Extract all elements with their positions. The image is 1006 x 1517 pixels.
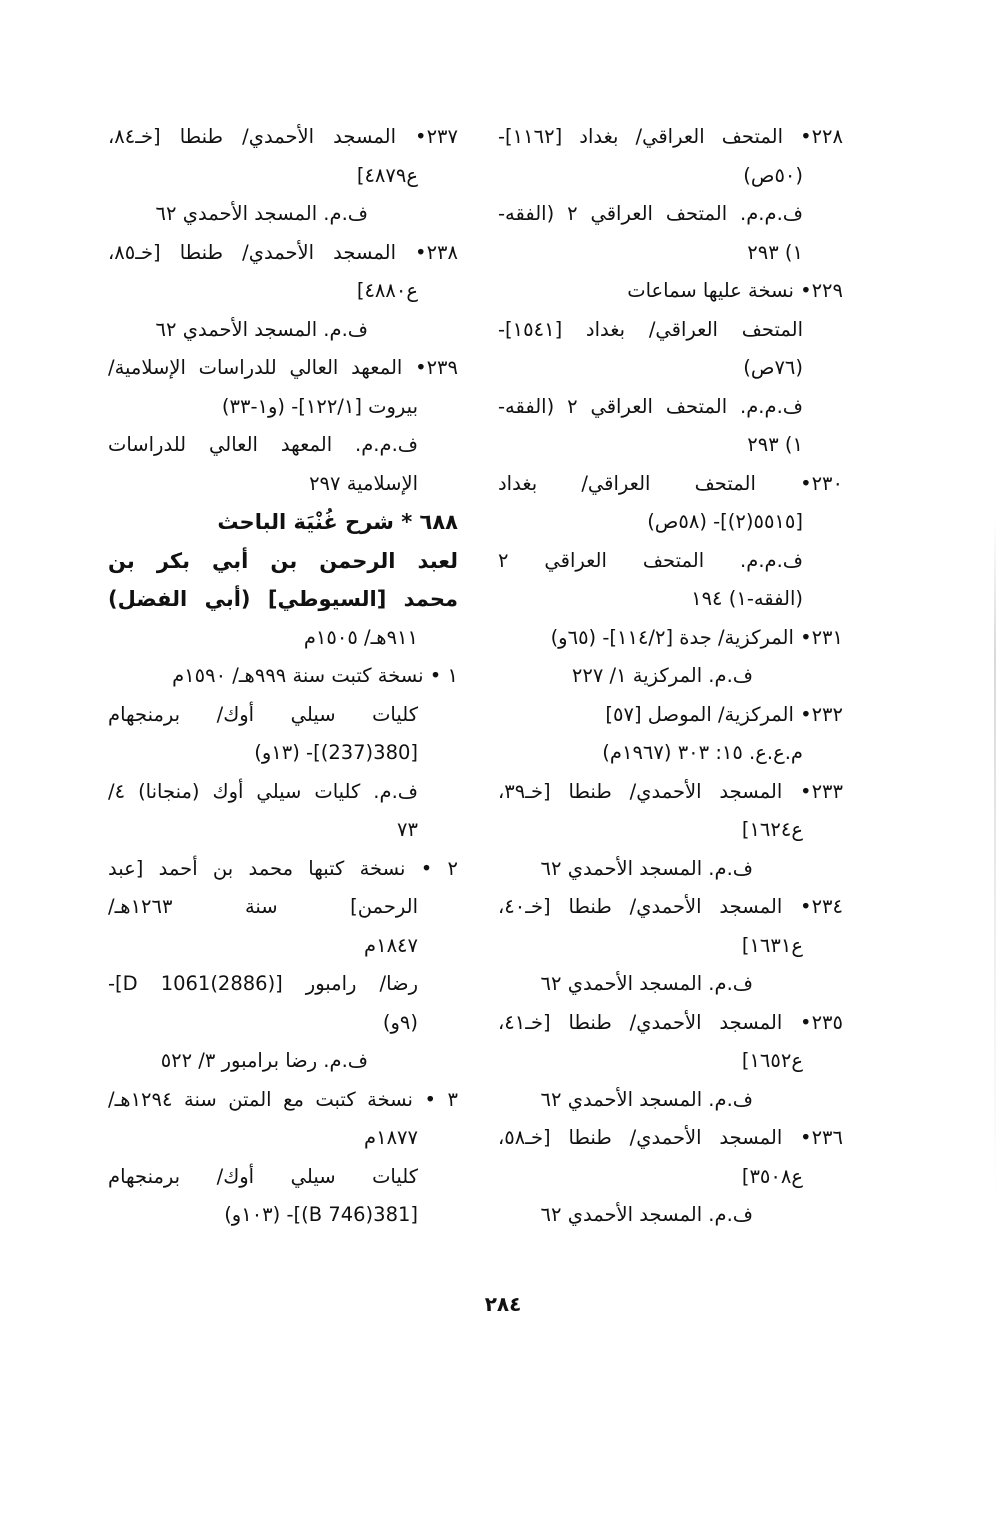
text-line: ف.م. المسجد الأحمدي ٦٢ <box>540 972 753 995</box>
text-line: كليات سيلي أوك/ برمنجهام <box>108 1164 418 1188</box>
text-line: ٢ • نسخة كتبها محمد بن أحمد [عبد <box>108 856 458 880</box>
text-line: ع٣٥٠٨] <box>741 1164 803 1188</box>
text-line: ١٨٤٧م <box>364 933 418 957</box>
text-line: ٢٣٣• المسجد الأحمدي/ طنطا [خـ٣٩، <box>498 779 843 803</box>
text-line: ٢٣١• المركزية/ جدة [١١٤/٢]- (٦٥و) <box>550 625 843 649</box>
text-line: ٢٣٥• المسجد الأحمدي/ طنطا [خـ٤١، <box>498 1010 843 1034</box>
text-line: ف.م. المسجد الأحمدي ٦٢ <box>540 1203 753 1226</box>
text-line: ١) ٢٩٣ <box>747 433 803 456</box>
text-line: ف.م.م. المتحف العراقي ٢ (الفقه- <box>498 394 803 418</box>
text-line: (٥٠ص) <box>743 163 803 187</box>
text-line: الإسلامية ٢٩٧ <box>309 471 418 495</box>
text-line: ١ • نسخة كتبت سنة ٩٩٩هـ/ ١٥٩٠م <box>172 664 458 687</box>
text-line: ف.م. المسجد الأحمدي ٦٢ <box>540 1087 753 1111</box>
text-line: بيروت [١٢٢/١]- (و١-٣٣) <box>221 394 418 418</box>
text-line: (٧٦ص) <box>743 356 803 379</box>
text-line: ٢٢٨• المتحف العراقي/ بغداد [١١٦٢]- <box>498 125 843 148</box>
text-line: [381(746 B)]- (١٠٣و) <box>224 1203 418 1226</box>
text-line: ١٨٧٧م <box>364 1126 418 1149</box>
text-line: (٩و) <box>382 1010 418 1034</box>
text-line: ٢٣٤• المسجد الأحمدي/ طنطا [خـ٤٠، <box>498 895 843 918</box>
text-line: لعبد الرحمن بن أبي بكر بن <box>108 548 458 573</box>
text-line: ف.م. رضا برامبور ٣/ ٥٢٢ <box>160 1049 368 1072</box>
text-line: ٢٣٧• المسجد الأحمدي/ طنطا [خـ٨٤، <box>108 125 458 148</box>
scan-edge-shadow <box>994 520 996 1200</box>
text-line: ع٤٨٧٩] <box>356 163 418 187</box>
text-line: ف.م. المسجد الأحمدي ٦٢ <box>155 317 368 341</box>
text-line: [380(237)]- (١٣و) <box>254 741 418 764</box>
text-line: ف.م. المسجد الأحمدي ٦٢ <box>540 856 753 880</box>
text-line: ٢٣٦• المسجد الأحمدي/ طنطا [خـ٥٨، <box>498 1126 843 1149</box>
text-line: ف.م.م. المعهد العالي للدراسات <box>108 433 418 456</box>
text-line: (الفقه-١) ١٩٤ <box>691 587 803 610</box>
text-line: ف.م. المركزية ١/ ٢٢٧ <box>571 664 753 687</box>
text-line: ٢٣٠• المتحف العراقي/ بغداد <box>498 471 843 495</box>
text-line: ع١٦٣١] <box>741 933 803 957</box>
text-line: ف.م.م. المتحف العراقي ٢ (الفقه- <box>498 202 803 225</box>
text-line: ١) ٢٩٣ <box>747 240 803 264</box>
text-line: م.ع.ع. ١٥: ٣٠٣ (١٩٦٧م) <box>602 741 803 764</box>
text-line: ف.م. كليات سيلي أوك (منجانا) ٤/ <box>108 779 418 803</box>
text-line: ٩١١هـ/ ١٥٠٥م <box>303 625 418 649</box>
left-column <box>108 118 458 1235</box>
text-line: رضا/ رامبور [D 1061(2886)]- <box>108 972 418 995</box>
text-line: كليات سيلي أوك/ برمنجهام <box>108 702 418 726</box>
text-line: ف.م.م. المتحف العراقي ٢ <box>498 548 803 572</box>
text-line: محمد [السيوطي] (أبي الفضل) <box>108 587 458 611</box>
text-line: ع١٦٥٢] <box>741 1049 803 1072</box>
text-line: [٥٥١٥(٢)]- (٥٨ص) <box>647 510 803 533</box>
text-line: ٢٢٩• نسخة عليها سماعات <box>627 279 843 302</box>
text-line: ٢٣٩• المعهد العالي للدراسات الإسلامية/ <box>108 356 458 379</box>
text-line: ٦٨٨ * شرح غُنْيَة الباحث <box>217 510 458 534</box>
text-line: المتحف العراقي/ بغداد [١٥٤١]- <box>498 317 803 341</box>
text-line: ٣ • نسخة كتبت مع المتن سنة ١٢٩٤هـ/ <box>108 1087 458 1111</box>
right-column <box>498 118 843 1235</box>
text-line: ع١٦٢٤] <box>741 818 803 841</box>
text-line: ٧٣ <box>397 818 418 841</box>
text-line: ع٤٨٨٠] <box>356 279 418 302</box>
text-line: ف.م. المسجد الأحمدي ٦٢ <box>155 202 368 225</box>
text-line: ٢٣٨• المسجد الأحمدي/ طنطا [خـ٨٥، <box>108 240 458 264</box>
text-line: الرحمن] سنة ١٢٦٣هـ/ <box>108 895 418 918</box>
page-number: ٢٨٤ <box>484 1292 522 1316</box>
text-line: ٢٣٢• المركزية/ الموصل [٥٧] <box>605 702 843 726</box>
